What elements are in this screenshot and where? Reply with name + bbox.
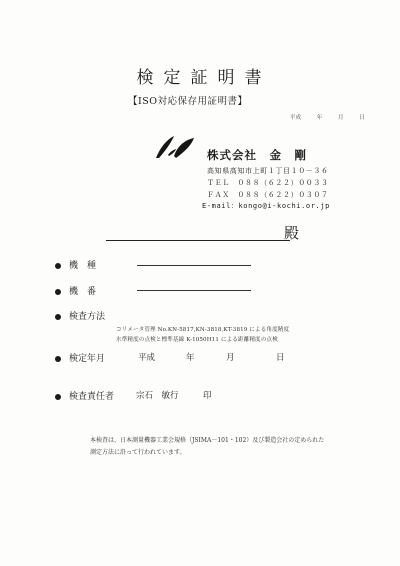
company-address: 高知県高知市上町１丁目１０－３６ <box>207 167 329 175</box>
issue-month: 月 <box>338 115 344 121</box>
date-era: 平成 <box>138 353 156 363</box>
serial-label: 機 番 <box>69 287 97 297</box>
bullet-icon <box>55 394 61 400</box>
method-row <box>55 309 105 322</box>
inspector-seal: 印 <box>203 391 212 401</box>
serial-row <box>55 284 96 297</box>
inspection-date <box>138 351 285 363</box>
issue-year: 年 <box>316 115 323 121</box>
issue-date-header <box>290 113 365 121</box>
inspector-name: 宗石 敏行 <box>136 391 179 401</box>
issue-day: 日 <box>359 115 365 121</box>
date-row <box>55 351 105 364</box>
company-email: E-mail：kongo@i-kochi.or.jp <box>202 202 330 210</box>
footer-note-line2: 測定方法に沿って行われています。 <box>90 449 186 456</box>
footer-note-line1: 本検査は、日本測量機器工業会規格（JSIMA－101・102）及び製造会社の定められた <box>90 437 325 444</box>
method-description-line1: コリメータ管理 No.KN-5817,KN-3818,KT-3819 による角度精度 <box>116 327 290 333</box>
serial-field[interactable] <box>137 290 251 291</box>
recipient-honorific: 殿 <box>284 224 300 242</box>
bullet-icon <box>55 263 61 269</box>
inspector <box>136 389 212 401</box>
date-label: 検定年月 <box>69 354 106 364</box>
date-day: 日 <box>276 353 285 363</box>
company-tel: ＴＥＬ ０８８（６２２）００３３ <box>207 179 329 187</box>
company-logo-icon <box>154 133 196 161</box>
company-fax: ＦＡＸ ０８８（６２２）０３０７ <box>207 191 329 199</box>
method-description-line2: 水準精度の点検と標準基線 K-1050H11 による距離精度の点検 <box>116 337 278 343</box>
company-name: 株式会社 金 剛 <box>207 148 307 162</box>
model-field[interactable] <box>137 265 251 266</box>
issue-era: 平成 <box>290 115 302 121</box>
bullet-icon <box>55 289 61 295</box>
document-subtitle: 【ISO対応保存用証明書】 <box>128 96 248 107</box>
method-label: 検査方法 <box>69 312 106 322</box>
date-year: 年 <box>186 353 195 363</box>
document-title: 検定証明書 <box>136 68 272 88</box>
inspector-label: 検査責任者 <box>69 392 115 402</box>
inspector-row <box>55 389 114 402</box>
bullet-icon <box>55 314 61 320</box>
date-month: 月 <box>226 353 235 363</box>
bullet-icon <box>55 356 61 362</box>
model-row <box>55 258 96 271</box>
model-label: 機 種 <box>69 261 97 271</box>
recipient-field[interactable] <box>106 240 290 241</box>
